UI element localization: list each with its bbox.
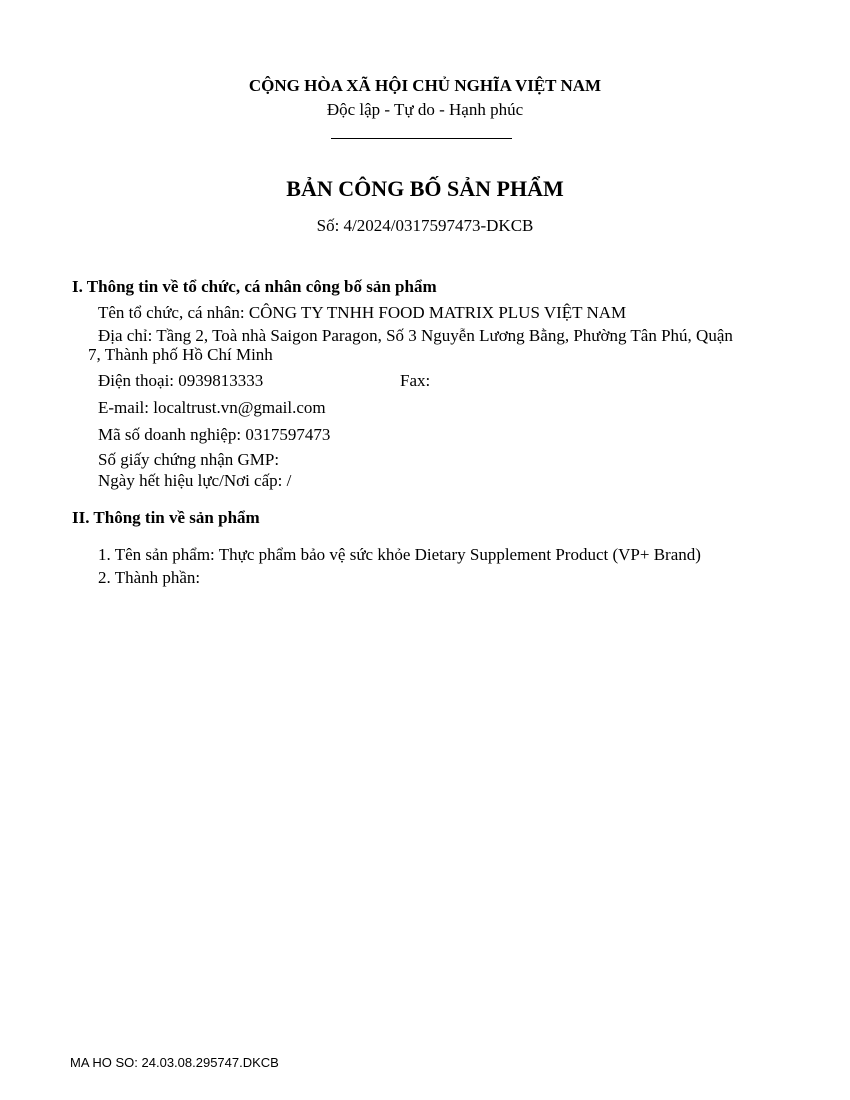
address-line-1: Địa chỉ: Tầng 2, Toà nhà Saigon Paragon, Số 3 Nguyễn Lương Bằng, Phường Tân Phú, Quận [98, 326, 733, 345]
ingredients-item: 2. Thành phần: [98, 568, 201, 587]
organization-name: Tên tổ chức, cá nhân: CÔNG TY TNHH FOOD MATRIX PLUS VIỆT NAM [98, 303, 627, 322]
section-2-heading: II. Thông tin về sản phẩm [72, 508, 260, 527]
gmp-certificate-number: Số giấy chứng nhận GMP: [98, 450, 280, 469]
document-number: Số: 4/2024/0317597473-DKCB [316, 216, 534, 235]
national-motto: Độc lập - Tự do - Hạnh phúc [326, 100, 524, 119]
phone-number: Điện thoại: 0939813333 [98, 371, 264, 390]
record-code: MA HO SO: 24.03.08.295747.DKCB [70, 1055, 279, 1070]
nation-heading: CỘNG HÒA XÃ HỘI CHỦ NGHĨA VIỆT NAM [248, 76, 602, 95]
email-address: E-mail: localtrust.vn@gmail.com [98, 398, 326, 417]
document-title: BẢN CÔNG BỐ SẢN PHẨM [286, 176, 564, 201]
business-code: Mã số doanh nghiệp: 0317597473 [98, 425, 331, 444]
expiry-issuer: Ngày hết hiệu lực/Nơi cấp: / [98, 471, 292, 490]
header-divider [331, 138, 512, 139]
fax-number: Fax: [400, 371, 431, 390]
product-name-item: 1. Tên sản phẩm: Thực phẩm bảo vệ sức khỏe Dietary Supplement Product (VP+ Brand) [98, 545, 701, 564]
address-line-2: 7, Thành phố Hồ Chí Minh [88, 345, 273, 364]
section-1-heading: I. Thông tin về tổ chức, cá nhân công bố sản phẩm [72, 277, 437, 296]
